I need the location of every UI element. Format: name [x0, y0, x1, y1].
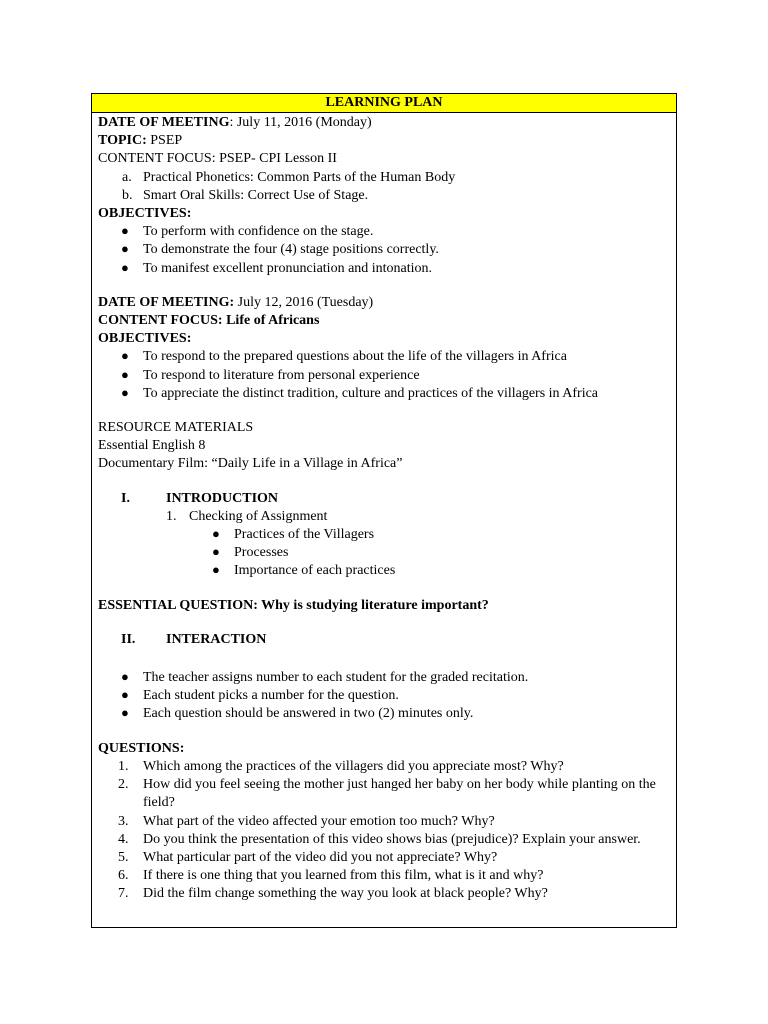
list-marker: b. [122, 187, 133, 203]
table-header [92, 94, 676, 113]
meeting2-content-focus-label: CONTENT FOCUS: [98, 313, 227, 329]
meeting1-date [98, 114, 676, 132]
list-item [98, 562, 676, 580]
list-marker: 1. [166, 508, 177, 524]
list-item [98, 367, 676, 385]
spacer [98, 403, 676, 419]
question-item [98, 758, 663, 776]
bullet-icon: ● [121, 223, 129, 239]
list-item [98, 260, 676, 278]
question-item [98, 776, 663, 812]
bullet-icon: ● [121, 384, 129, 400]
resource-item: Documentary Film: “Daily Life in a Village in Africa” [98, 456, 403, 472]
list-item [98, 544, 676, 562]
question-item [98, 813, 663, 831]
table-body [92, 113, 676, 904]
question-number: 7. [118, 886, 129, 902]
section1-subtitle: Checking of Assignment [189, 508, 328, 524]
list-item-text: Each student picks a number for the question. [143, 688, 399, 704]
meeting2-date-value: July 12, 2016 (Tuesday) [234, 294, 374, 310]
spacer [98, 474, 676, 490]
list-marker: a. [122, 169, 132, 185]
question-text: What particular part of the video did you not appreciate? Why? [143, 849, 498, 865]
meeting1-date-value: : July 11, 2016 (Monday) [229, 115, 372, 130]
question-item [98, 885, 663, 903]
list-item [98, 241, 676, 259]
bullet-icon: ● [121, 366, 129, 382]
list-item-text: To respond to literature from personal experience [143, 367, 420, 383]
section2-heading [98, 631, 676, 649]
list-item-text: To appreciate the distinct tradition, culture and practices of the villagers in Africa [143, 385, 599, 401]
question-number: 2. [118, 777, 129, 793]
meeting1-topic [98, 132, 676, 150]
list-item [98, 187, 676, 205]
list-item [98, 687, 676, 705]
list-item-text: To respond to the prepared questions about the life of the villagers in Africa [143, 349, 567, 365]
header-title: LEARNING PLAN [325, 95, 443, 110]
resources-label: RESOURCE MATERIALS [98, 420, 254, 436]
learning-plan-table [91, 93, 677, 928]
list-item-text: To perform with confidence on the stage. [143, 224, 374, 240]
question-number: 1. [118, 758, 129, 774]
question-number: 5. [118, 849, 129, 865]
question-text: Did the film change something the way you look at black people? Why? [143, 886, 548, 902]
spacer [98, 581, 676, 597]
list-item-text: Practices of the Villagers [234, 527, 375, 543]
question-number: 3. [118, 813, 129, 829]
meeting1-date-label: DATE OF MEETING [98, 115, 230, 130]
bullet-icon: ● [121, 241, 129, 257]
spacer [98, 724, 676, 740]
spacer [98, 615, 676, 631]
resource-item: Essential English 8 [98, 438, 206, 454]
section2-numeral: II. [121, 631, 136, 647]
section1-numeral: I. [121, 490, 130, 506]
bullet-icon: ● [121, 669, 129, 685]
question-text: If there is one thing that you learned from this film, what is it and why? [143, 868, 544, 884]
bullet-icon: ● [121, 705, 129, 721]
list-item-text: The teacher assigns number to each student for the graded recitation. [143, 670, 529, 686]
meeting2-content-focus [98, 312, 676, 330]
meeting2-date-label: DATE OF MEETING: [98, 294, 235, 310]
list-item [98, 385, 676, 403]
question-text: What part of the video affected your emotion too much? Why? [143, 813, 495, 829]
bullet-icon: ● [212, 562, 220, 578]
list-item [98, 526, 676, 544]
list-item-text: Practical Phonetics: Common Parts of the Human Body [143, 169, 456, 185]
essential-question: ESSENTIAL QUESTION: Why is studying literature important? [98, 597, 489, 613]
bullet-icon: ● [121, 259, 129, 275]
question-number: 4. [118, 831, 129, 847]
question-text: How did you feel seeing the mother just hanged her baby on her body while planting on the field? [143, 777, 656, 811]
list-item [98, 348, 676, 366]
list-item-text: Smart Oral Skills: Correct Use of Stage. [143, 187, 369, 203]
list-item-text: To manifest excellent pronunciation and intonation. [143, 260, 433, 276]
list-item-text: To demonstrate the four (4) stage positions correctly. [143, 242, 439, 258]
bullet-icon: ● [121, 687, 129, 703]
list-item [98, 223, 676, 241]
bullet-icon: ● [121, 348, 129, 364]
meeting1-topic-value: PSEP [146, 133, 183, 149]
bullet-icon: ● [212, 544, 220, 560]
section1-subitem [98, 508, 676, 526]
list-item [98, 705, 676, 723]
list-item [98, 669, 676, 687]
spacer [98, 649, 676, 669]
list-item-text: Processes [234, 545, 289, 561]
question-item [98, 867, 663, 885]
meeting2-objectives-label: OBJECTIVES: [98, 331, 192, 347]
section1-heading [98, 490, 676, 508]
meeting1-objectives-label: OBJECTIVES: [98, 206, 192, 222]
meeting1-content-focus: CONTENT FOCUS: PSEP- CPI Lesson II [98, 151, 337, 167]
meeting2-date [98, 294, 676, 312]
question-item [98, 849, 663, 867]
question-text: Which among the practices of the villagers did you appreciate most? Why? [143, 758, 564, 774]
list-item [98, 169, 676, 187]
meeting2-content-focus-value: Life of Africans [226, 313, 320, 329]
question-item [98, 831, 663, 849]
spacer [98, 278, 676, 294]
list-item-text: Each question should be answered in two (2) minutes only. [143, 706, 474, 722]
questions-label: QUESTIONS: [98, 740, 185, 756]
section1-title: INTRODUCTION [166, 490, 279, 506]
question-text: Do you think the presentation of this video shows bias (prejudice)? Explain your answer. [143, 831, 641, 847]
list-item-text: Importance of each practices [234, 563, 396, 579]
bullet-icon: ● [212, 526, 220, 542]
section2-title: INTERACTION [166, 631, 267, 647]
meeting1-topic-label: TOPIC: [98, 133, 147, 149]
question-number: 6. [118, 868, 129, 884]
